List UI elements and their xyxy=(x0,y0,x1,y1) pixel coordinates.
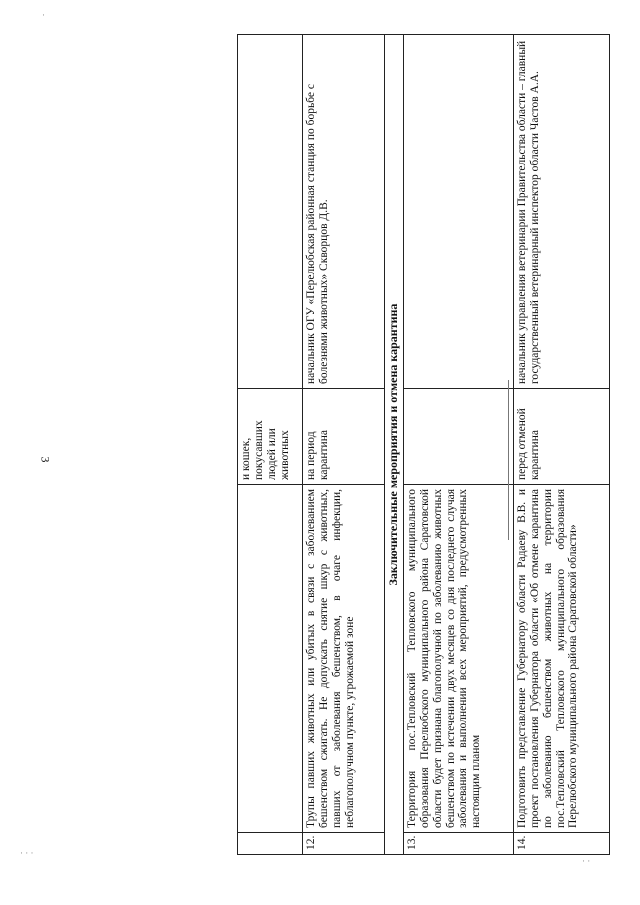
row-number: 12. xyxy=(303,833,385,855)
row-number xyxy=(238,833,303,855)
rotated-plan-table xyxy=(237,35,580,855)
row-number: 13. xyxy=(403,833,513,855)
row-description: Территория пос.Тепловский Тепловского муниципального образования Перелюбского муниципального района Саратовской области будет признана благополучной по заболеванию животных бешенством по истечении двух месяцев со дня последнего случая заболевания и выполнении всех мероприятий, предусмотренных настоящим планом xyxy=(403,485,513,833)
row-deadline xyxy=(403,389,513,485)
row-deadline: перед отменой карантина xyxy=(513,389,609,485)
table-row xyxy=(403,35,513,855)
page-number: 3 xyxy=(38,456,53,463)
scan-speck: · · xyxy=(582,856,591,866)
table-row xyxy=(513,35,609,855)
row-number: 14. xyxy=(513,833,609,855)
row-description: Подготовить представление Губернатору области Радаеву В.В. и проект постановления Губернатора области «Об отмене карантина по заболеванию бешенством животных на территории пос.Тепловский Тепловского муниципального образования Перелюбского муниципального района Саратовской области» xyxy=(513,485,609,833)
row-deadline: и кошек, покусавших людей или животных xyxy=(238,389,303,485)
scan-speck: · · · xyxy=(20,848,34,858)
row-responsible xyxy=(403,35,513,389)
stray-scan-line xyxy=(508,380,509,540)
section-row xyxy=(385,35,404,855)
section-title: Заключительные мероприятия и отмена карантина xyxy=(385,35,404,855)
row-responsible: начальник управления ветеринарии Правительства области – главный государственный ветеринарный инспектор области Частов А.А. xyxy=(513,35,609,389)
row-responsible xyxy=(238,35,303,389)
row-responsible: начальник ОГУ «Перелюбская районная станция по борьбе с болезнями животных» Скворцов Д.В. xyxy=(303,35,385,389)
measures-table xyxy=(237,34,610,855)
row-deadline: на период карантина xyxy=(303,389,385,485)
row-description xyxy=(238,485,303,833)
scan-speck: · xyxy=(42,10,45,20)
row-description: Трупы павших животных или убитых в связи с заболеванием бешенством сжигать. Не допускать снятие шкур с животных, павших от заболевания бешенством, в очаге инфекции, неблагополучном пункте, угрожаемой зоне xyxy=(303,485,385,833)
table-row xyxy=(238,35,303,855)
table-row xyxy=(303,35,385,855)
